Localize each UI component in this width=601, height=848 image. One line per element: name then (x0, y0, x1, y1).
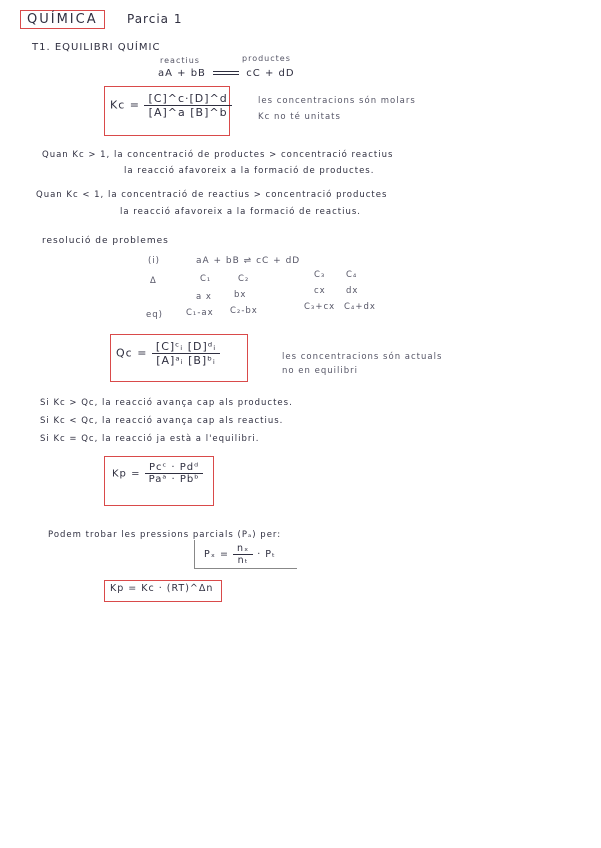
row-cell: a x (196, 292, 212, 302)
row-label: eq) (146, 310, 163, 320)
row-cell: C₃ (314, 270, 326, 280)
kc-note-units: Kc no té unitats (258, 112, 341, 122)
equilibrium-arrow-icon (213, 71, 239, 75)
qc-lhs: Qc = (116, 346, 148, 360)
kc-rule-1-cond: Quan Kc > 1, la concentració de productes > concentració reactius (42, 150, 394, 160)
qc-numerator: [C]ᶜᵢ [D]ᵈᵢ (152, 340, 220, 354)
row-cell: dx (346, 286, 359, 296)
kc-formula (110, 92, 232, 119)
partial-pressure-text: Podem trobar les pressions parcials (Pₐ) per: (48, 530, 282, 540)
kp-fraction (145, 462, 204, 485)
row-cell: C₄ (346, 270, 358, 280)
row-cell: C₂-bx (230, 306, 258, 316)
kc-fraction (144, 92, 231, 119)
partial-tail: · Pₜ (257, 549, 276, 560)
kc-rule-2-cond: Quan Kc < 1, la concentració de reactius > concentració productes (36, 190, 388, 200)
label-reactius: reactius (160, 56, 200, 65)
reaction (158, 68, 295, 79)
problems-reaction: aA + bB ⇌ cC + dD (196, 256, 301, 266)
partial-numerator: nₓ (233, 543, 253, 555)
qc-rule-3: Si Kc = Qc, la reacció ja està a l'equilibri. (40, 434, 260, 444)
partial-denominator: nₜ (237, 555, 249, 566)
qc-formula (116, 340, 220, 367)
kp-denominator: Paᵃ · Pbᵇ (148, 474, 200, 485)
kp-lhs: Kp = (112, 468, 141, 480)
qc-rule-1: Si Kc > Qc, la reacció avança cap als productes. (40, 398, 293, 408)
row-label: (i) (148, 256, 160, 266)
row-cell: bx (234, 290, 247, 300)
kp-numerator: Pcᶜ · Pdᵈ (145, 462, 204, 474)
kc-denominator: [A]^a [B]^b (148, 106, 228, 119)
qc-rule-2: Si Kc < Qc, la reacció avança cap als reactius. (40, 416, 284, 426)
partial-formula (204, 543, 276, 566)
topic-title: T1. EQUILIBRI QUÍMIC (32, 42, 161, 53)
kc-numerator: [C]^c·[D]^d (144, 92, 231, 106)
kp-kc-formula: Kp = Kc · (RT)^Δn (110, 583, 214, 594)
reaction-right: cC + dD (246, 68, 295, 79)
kc-lhs: Kc = (110, 98, 140, 112)
qc-note-actuals: les concentracions són actuals (282, 352, 443, 362)
problems-title: resolució de problemes (42, 236, 169, 246)
qc-note-equilibri: no en equilibri (282, 366, 358, 376)
row-cell: C₃+cx (304, 302, 336, 312)
row-cell: C₁-ax (186, 308, 214, 318)
label-productes: productes (242, 54, 291, 63)
qc-fraction (152, 340, 220, 367)
part-label: Parcia 1 (127, 12, 183, 26)
partial-lhs: Pₓ = (204, 549, 229, 560)
kc-note-molar: les concentracions són molars (258, 96, 416, 106)
qc-denominator: [A]ᵃᵢ [B]ᵇᵢ (156, 354, 216, 367)
kc-rule-1-result: la reacció afavoreix a la formació de productes. (124, 166, 375, 176)
row-cell: C₄+dx (344, 302, 376, 312)
subject-title: QUÍMICA (20, 10, 105, 29)
row-cell: C₂ (238, 274, 250, 284)
row-label: Δ (150, 276, 157, 286)
kp-formula (112, 462, 203, 485)
kc-rule-2-result: la reacció afavoreix a la formació de reactius. (120, 207, 362, 217)
row-cell: C₁ (200, 274, 212, 284)
reaction-left: aA + bB (158, 68, 206, 79)
row-cell: cx (314, 286, 326, 296)
partial-fraction (233, 543, 253, 566)
